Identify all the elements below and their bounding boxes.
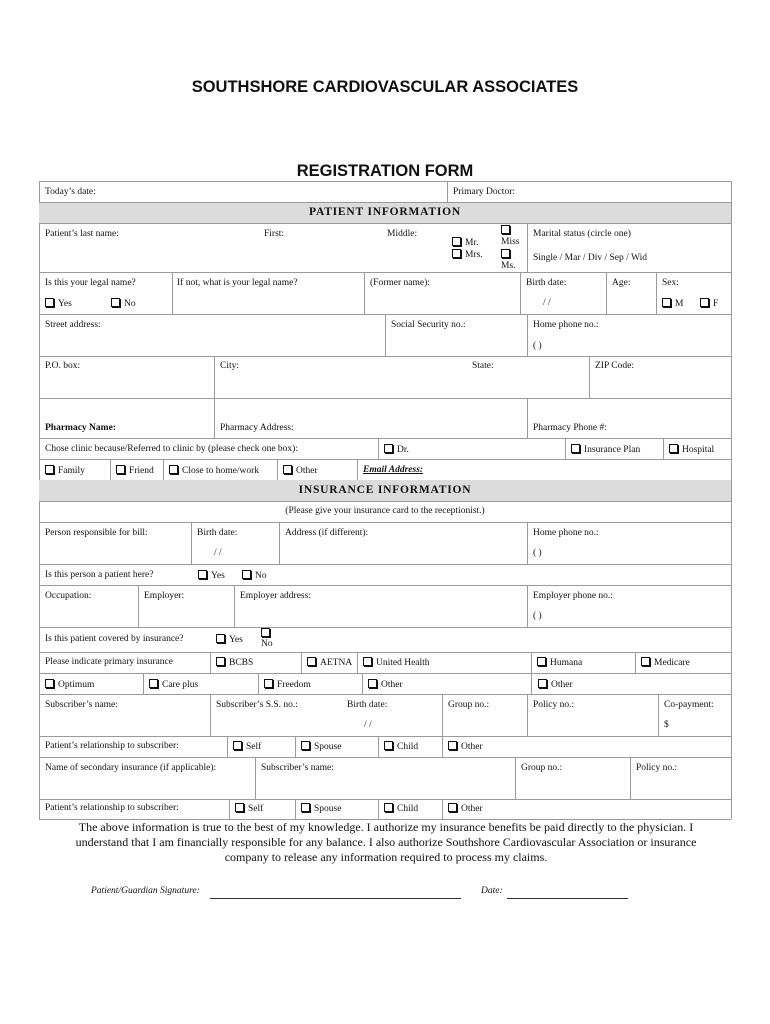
divider xyxy=(527,398,528,438)
responsible-home-phone-label: Home phone no.: xyxy=(533,528,599,538)
rel2-child-checkbox[interactable] xyxy=(384,803,418,814)
ins-careplus-checkbox[interactable] xyxy=(149,679,198,690)
ins-freedom-checkbox[interactable] xyxy=(264,679,311,690)
ins-other-checkbox[interactable] xyxy=(368,679,403,690)
email-address-label: Email Address: xyxy=(363,465,424,475)
divider xyxy=(515,757,516,799)
employer-label: Employer: xyxy=(144,591,185,601)
divider xyxy=(279,522,280,564)
divider xyxy=(255,757,256,799)
subscriber-name-label: Subscriber’s name: xyxy=(45,700,118,710)
statement-line-1: The above information is true to the best of my knowledge. I authorize my insurance benefits be paid directly to the physician. I xyxy=(78,820,694,834)
sex-label: Sex: xyxy=(662,278,679,288)
divider xyxy=(210,694,211,736)
divider xyxy=(527,314,528,356)
po-box-label: P.O. box: xyxy=(45,361,81,371)
clinic-other-label: Other xyxy=(296,466,318,476)
secondary-subscriber-label: Subscriber’s name: xyxy=(261,763,334,773)
state-label: State: xyxy=(472,361,494,371)
clinic-hospital-checkbox[interactable] xyxy=(669,444,714,455)
rel-spouse-checkbox[interactable] xyxy=(301,741,341,752)
clinic-other-checkbox[interactable] xyxy=(283,465,318,476)
checkbox-icon xyxy=(307,657,316,666)
divider xyxy=(295,736,296,757)
covered-yes-checkbox[interactable] xyxy=(216,634,243,645)
divider xyxy=(378,438,379,459)
checkbox-icon xyxy=(363,657,372,666)
divider xyxy=(357,459,358,480)
city-label: City: xyxy=(220,361,240,371)
divider xyxy=(39,202,731,203)
checkbox-icon xyxy=(242,570,251,579)
rel-self-label: Self xyxy=(246,742,262,752)
divider xyxy=(214,398,215,438)
covered-no-label: No xyxy=(261,639,273,649)
ins-other-label: Other xyxy=(381,680,403,690)
birth-date-label: Birth date: xyxy=(526,278,567,288)
checkbox-icon xyxy=(452,237,461,246)
checkbox-icon xyxy=(384,803,393,812)
checkbox-icon xyxy=(216,634,225,643)
clinic-close-checkbox[interactable] xyxy=(169,465,259,476)
statement-line-2: understand that I am financially responsible for any balance. I also authorize Southshore Cardiovascular Association or insurance xyxy=(75,835,697,849)
rel-spouse-label: Spouse xyxy=(314,742,342,752)
secondary-relationship-label: Patient’s relationship to subscriber: xyxy=(45,803,179,813)
last-name-label: Patient’s last name: xyxy=(45,229,119,239)
secondary-policy-no-label: Policy no.: xyxy=(636,763,678,773)
checkbox-icon xyxy=(45,465,54,474)
signature-date-label: Date: xyxy=(481,886,503,896)
divider xyxy=(357,652,358,673)
title-ms-label: Ms. xyxy=(501,261,516,271)
title-miss-label: Miss xyxy=(501,237,520,247)
rel2-self-checkbox[interactable] xyxy=(235,803,263,814)
divider xyxy=(214,356,215,398)
clinic-insurance-label: Insurance Plan xyxy=(584,445,641,455)
occupation-label: Occupation: xyxy=(45,591,92,601)
divider xyxy=(39,652,731,653)
home-phone-label: Home phone no.: xyxy=(533,320,599,330)
employer-address-label: Employer address: xyxy=(240,591,311,601)
divider xyxy=(39,522,731,523)
checkbox-icon xyxy=(233,741,242,750)
covered-no-checkbox[interactable] xyxy=(261,628,274,639)
divider xyxy=(442,736,443,757)
age-label: Age: xyxy=(612,278,631,288)
ins-medicare-label: Medicare xyxy=(654,658,690,668)
rel-child-label: Child xyxy=(397,742,419,752)
sex-m-checkbox[interactable] xyxy=(662,298,683,309)
relationship-label: Patient’s relationship to subscriber: xyxy=(45,741,179,751)
responsible-date-slashes: / / xyxy=(214,548,222,558)
legal-no-checkbox[interactable] xyxy=(111,298,136,309)
sex-f-label: F xyxy=(713,299,719,309)
signature-date-line[interactable] xyxy=(507,898,628,899)
pharmacy-phone-label: Pharmacy Phone #: xyxy=(533,423,607,433)
sex-f-checkbox[interactable] xyxy=(700,298,718,309)
divider xyxy=(531,673,532,694)
responsible-address-label: Address (if different): xyxy=(285,528,369,538)
checkbox-icon xyxy=(216,657,225,666)
divider xyxy=(527,223,528,272)
checkbox-icon xyxy=(261,628,270,637)
divider xyxy=(385,314,386,356)
divider xyxy=(442,799,443,819)
policy-no-label: Policy no.: xyxy=(533,700,575,710)
divider xyxy=(210,652,211,673)
secondary-insurance-label: Name of secondary insurance (if applicable): xyxy=(45,763,217,773)
clinic-friend-label: Friend xyxy=(129,466,154,476)
checkbox-icon xyxy=(198,570,207,579)
title-mrs-label: Mrs. xyxy=(465,250,483,260)
checkbox-icon xyxy=(669,444,678,453)
title-mr-checkbox[interactable] xyxy=(452,237,478,248)
divider xyxy=(39,564,731,565)
ins-careplus-label: Care plus xyxy=(162,680,199,690)
rel2-self-label: Self xyxy=(248,804,264,814)
divider xyxy=(39,223,731,224)
ins-freedom-label: Freedom xyxy=(277,680,311,690)
divider xyxy=(39,757,731,758)
divider xyxy=(39,272,731,273)
divider xyxy=(163,459,164,480)
ins-humana-label: Humana xyxy=(550,658,583,668)
divider xyxy=(527,585,528,627)
checkbox-icon xyxy=(538,679,547,688)
checkbox-icon xyxy=(45,298,54,307)
rel2-spouse-checkbox[interactable] xyxy=(301,803,341,814)
checkbox-icon xyxy=(384,444,393,453)
responsible-party-label: Person responsible for bill: xyxy=(45,528,148,538)
divider xyxy=(229,799,230,819)
divider xyxy=(520,272,521,314)
rel-other-label: Other xyxy=(461,742,483,752)
pharmacy-name-label: Pharmacy Name: xyxy=(45,423,116,433)
clinic-family-checkbox[interactable] xyxy=(45,465,85,476)
form-right-border xyxy=(731,181,732,819)
copay-label: Co-payment: xyxy=(664,700,714,710)
employer-phone-parens: ( ) xyxy=(533,611,542,621)
divider xyxy=(39,799,731,800)
legal-name-question: Is this your legal name? xyxy=(45,278,136,288)
divider xyxy=(301,652,302,673)
sex-m-label: M xyxy=(675,299,684,309)
insurance-section-title: INSURANCE INFORMATION xyxy=(298,484,472,496)
title-mr-label: Mr. xyxy=(465,238,479,248)
checkbox-icon xyxy=(169,465,178,474)
checkbox-icon xyxy=(501,249,510,258)
clinic-question: Chose clinic because/Referred to clinic by (please check one box): xyxy=(45,444,298,454)
responsible-phone-parens: ( ) xyxy=(533,548,542,558)
rel2-child-label: Child xyxy=(397,804,419,814)
is-patient-no-label: No xyxy=(255,571,267,581)
divider xyxy=(138,585,139,627)
divider xyxy=(630,757,631,799)
insurance-card-note: (Please give your insurance card to the receptionist.) xyxy=(285,506,485,516)
divider xyxy=(378,799,379,819)
clinic-dr-checkbox[interactable] xyxy=(384,444,409,455)
divider xyxy=(258,673,259,694)
title-miss-checkbox[interactable] xyxy=(501,225,514,236)
ins-bcbs-label: BCBS xyxy=(229,658,254,668)
checkbox-icon xyxy=(149,679,158,688)
divider xyxy=(39,438,731,439)
signature-label: Patient/Guardian Signature: xyxy=(91,886,200,896)
ssn-label: Social Security no.: xyxy=(391,320,466,330)
subscriber-birth-date-label: Birth date: xyxy=(347,700,388,710)
covered-yes-label: Yes xyxy=(229,635,243,645)
rel-self-checkbox[interactable] xyxy=(233,741,261,752)
primary-insurance-question: Please indicate primary insurance xyxy=(45,657,173,667)
checkbox-icon xyxy=(662,298,671,307)
signature-line[interactable] xyxy=(210,898,461,899)
divider xyxy=(364,272,365,314)
divider xyxy=(531,652,532,673)
checkbox-icon xyxy=(571,444,580,453)
checkbox-icon xyxy=(111,298,120,307)
zip-code-label: ZIP Code: xyxy=(595,361,634,371)
divider xyxy=(295,799,296,819)
divider xyxy=(635,652,636,673)
checkbox-icon xyxy=(448,741,457,750)
ins-optimum-checkbox[interactable] xyxy=(45,679,94,690)
checkbox-icon xyxy=(537,657,546,666)
ins-united-checkbox[interactable] xyxy=(363,657,430,668)
divider xyxy=(277,459,278,480)
ins-other2-label: Other xyxy=(551,680,573,690)
divider xyxy=(447,181,448,202)
pharmacy-address-label: Pharmacy Address: xyxy=(220,423,294,433)
divider xyxy=(39,736,731,737)
divider xyxy=(39,585,731,586)
todays-date-label: Today’s date: xyxy=(45,187,96,197)
subscriber-ssn-label: Subscriber’s S.S. no.: xyxy=(216,700,298,710)
patient-section-title: PATIENT INFORMATION xyxy=(308,206,462,218)
ins-other2-checkbox[interactable] xyxy=(538,679,573,690)
clinic-insurance-checkbox[interactable] xyxy=(571,444,640,455)
divider xyxy=(589,356,590,398)
rel2-spouse-label: Spouse xyxy=(314,804,342,814)
rel2-other-checkbox[interactable] xyxy=(448,803,483,814)
ins-humana-checkbox[interactable] xyxy=(537,657,582,668)
clinic-hospital-label: Hospital xyxy=(682,445,715,455)
divider xyxy=(39,459,731,460)
org-title: SOUTHSHORE CARDIOVASCULAR ASSOCIATES xyxy=(191,78,579,96)
divider xyxy=(227,736,228,757)
clinic-close-label: Close to home/work xyxy=(182,466,260,476)
checkbox-icon xyxy=(501,225,510,234)
checkbox-icon xyxy=(301,741,310,750)
home-phone-parens: ( ) xyxy=(533,341,542,351)
checkbox-icon xyxy=(641,657,650,666)
checkbox-icon xyxy=(235,803,244,812)
divider xyxy=(172,272,173,314)
checkbox-icon xyxy=(264,679,273,688)
ins-united-label: United Health xyxy=(376,658,430,668)
ins-medicare-checkbox[interactable] xyxy=(641,657,690,668)
is-patient-question: Is this person a patient here? xyxy=(45,570,154,580)
covered-question: Is this patient covered by insurance? xyxy=(45,634,184,644)
checkbox-icon xyxy=(700,298,709,307)
primary-doctor-label: Primary Doctor: xyxy=(453,187,516,197)
rel-child-checkbox[interactable] xyxy=(384,741,418,752)
former-name-label: (Former name): xyxy=(370,278,430,288)
divider xyxy=(39,694,731,695)
ins-bcbs-checkbox[interactable] xyxy=(216,657,253,668)
ins-aetna-label: AETNA xyxy=(320,658,353,668)
checkbox-icon xyxy=(384,741,393,750)
ins-aetna-checkbox[interactable] xyxy=(307,657,352,668)
legal-yes-label: Yes xyxy=(58,299,72,309)
divider xyxy=(527,522,528,564)
checkbox-icon xyxy=(452,249,461,258)
first-name-label: First: xyxy=(264,229,285,239)
divider xyxy=(110,459,111,480)
form-title: REGISTRATION FORM xyxy=(296,162,474,180)
checkbox-icon xyxy=(368,679,377,688)
street-address-label: Street address: xyxy=(45,320,101,330)
clinic-dr-label: Dr. xyxy=(397,445,409,455)
divider xyxy=(656,272,657,314)
title-ms-checkbox[interactable] xyxy=(501,249,514,260)
statement-line-3: company to release any information required to process my claims. xyxy=(224,850,548,864)
is-patient-no-checkbox[interactable] xyxy=(242,570,267,581)
checkbox-icon xyxy=(283,465,292,474)
birth-date-slashes: / / xyxy=(543,298,551,308)
ins-optimum-label: Optimum xyxy=(58,680,95,690)
rel2-other-label: Other xyxy=(461,804,483,814)
secondary-group-no-label: Group no.: xyxy=(521,763,563,773)
divider xyxy=(39,398,731,399)
clinic-friend-checkbox[interactable] xyxy=(116,465,154,476)
checkbox-icon xyxy=(301,803,310,812)
employer-phone-label: Employer phone no.: xyxy=(533,591,613,601)
authorization-statement xyxy=(40,820,732,865)
divider xyxy=(565,438,566,459)
subscriber-date-slashes: / / xyxy=(364,720,372,730)
divider xyxy=(362,673,363,694)
divider xyxy=(442,694,443,736)
divider xyxy=(658,694,659,736)
rel-other-checkbox[interactable] xyxy=(448,741,483,752)
middle-name-label: Middle: xyxy=(387,229,418,239)
responsible-birth-date-label: Birth date: xyxy=(197,528,238,538)
checkbox-icon xyxy=(448,803,457,812)
divider xyxy=(606,272,607,314)
divider xyxy=(39,627,731,628)
form-top-border xyxy=(39,181,731,182)
title-mrs-checkbox[interactable] xyxy=(452,249,483,260)
group-no-label: Group no.: xyxy=(448,700,490,710)
divider xyxy=(191,522,192,564)
divider xyxy=(527,694,528,736)
checkbox-icon xyxy=(116,465,125,474)
marital-status-label: Marital status (circle one) xyxy=(533,229,631,239)
marital-status-options[interactable]: Single / Mar / Div / Sep / Wid xyxy=(533,253,647,263)
divider xyxy=(378,736,379,757)
divider xyxy=(143,673,144,694)
divider xyxy=(234,585,235,627)
is-patient-yes-label: Yes xyxy=(211,571,225,581)
clinic-family-label: Family xyxy=(58,466,85,476)
is-patient-yes-checkbox[interactable] xyxy=(198,570,225,581)
legal-no-label: No xyxy=(124,299,136,309)
legal-yes-checkbox[interactable] xyxy=(45,298,72,309)
registration-form xyxy=(39,181,731,819)
checkbox-icon xyxy=(45,679,54,688)
divider xyxy=(663,438,664,459)
copay-dollar: $ xyxy=(664,720,669,730)
legal-name-if-not: If not, what is your legal name? xyxy=(177,278,298,288)
divider xyxy=(39,501,731,502)
divider xyxy=(39,356,731,357)
